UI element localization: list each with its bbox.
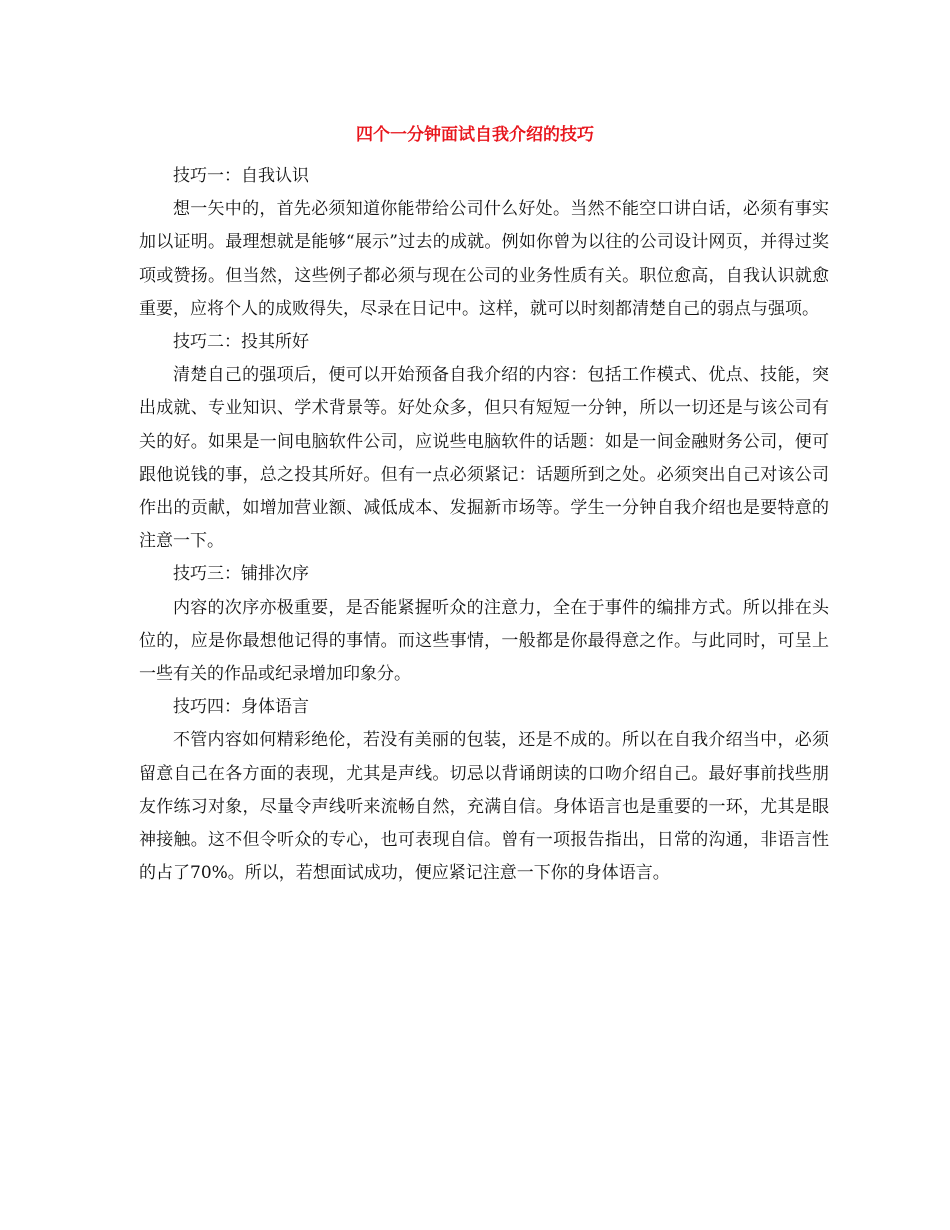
section-paragraph-3: 内容的次序亦极重要，是否能紧握听众的注意力，全在于事件的编排方式。所以排在头位的，应是你最想他记得的事情。而这些事情，一般都是你最得意之作。与此同时，可呈上一些有关的作品或纪录增加印象分。 <box>139 597 829 685</box>
section-heading-4: 技巧四：身体语言 <box>173 697 309 718</box>
section-heading-1: 技巧一：自我认识 <box>173 166 309 186</box>
document-title: 四个一分钟面试自我介绍的技巧 <box>356 125 594 145</box>
section-heading-3: 技巧三：铺排次序 <box>173 564 309 585</box>
section-heading-2: 技巧二：投其所好 <box>173 332 309 353</box>
document-body <box>139 160 829 890</box>
section-paragraph-2: 清楚自己的强项后，便可以开始预备自我介绍的内容：包括工作模式、优点、技能，突出成就、专业知识、学术背景等。好处众多，但只有短短一分钟，所以一切还是与该公司有关的好。如果是一间电脑软件公司，应说些电脑软件的话题：如是一间金融财务公司，便可跟他说钱的事，总之投其所好。但有一点必须紧记：话题所到之处。必须突出自己对该公司作出的贡献，如增加营业额、减低成本、发掘新市场等。学生一分钟自我介绍也是要特意的注意一下。 <box>139 365 829 552</box>
section-paragraph-4: 不管内容如何精彩绝伦，若没有美丽的包装，还是不成的。所以在自我介绍当中，必须留意自己在各方面的表现，尤其是声线。切忌以背诵朗读的口吻介绍自己。最好事前找些朋友作练习对象，尽量令声线听来流畅自然，充满自信。身体语言也是重要的一环，尤其是眼神接触。这不但令听众的专心，也可表现自信。曾有一项报告指出，日常的沟通，非语言性的占了70%。所以，若想面试成功，便应紧记注意一下你的身体语言。 <box>139 730 829 884</box>
section-paragraph-1: 想一矢中的，首先必须知道你能带给公司什么好处。当然不能空口讲白话，必须有事实加以证明。最理想就是能够“展示”过去的成就。例如你曾为以往的公司设计网页，并得过奖项或赞扬。但当然，这些例子都必须与现在公司的业务性质有关。职位愈高，自我认识就愈重要，应将个人的成败得失，尽录在日记中。这样，就可以时刻都清楚自己的弱点与强项。 <box>139 199 829 319</box>
